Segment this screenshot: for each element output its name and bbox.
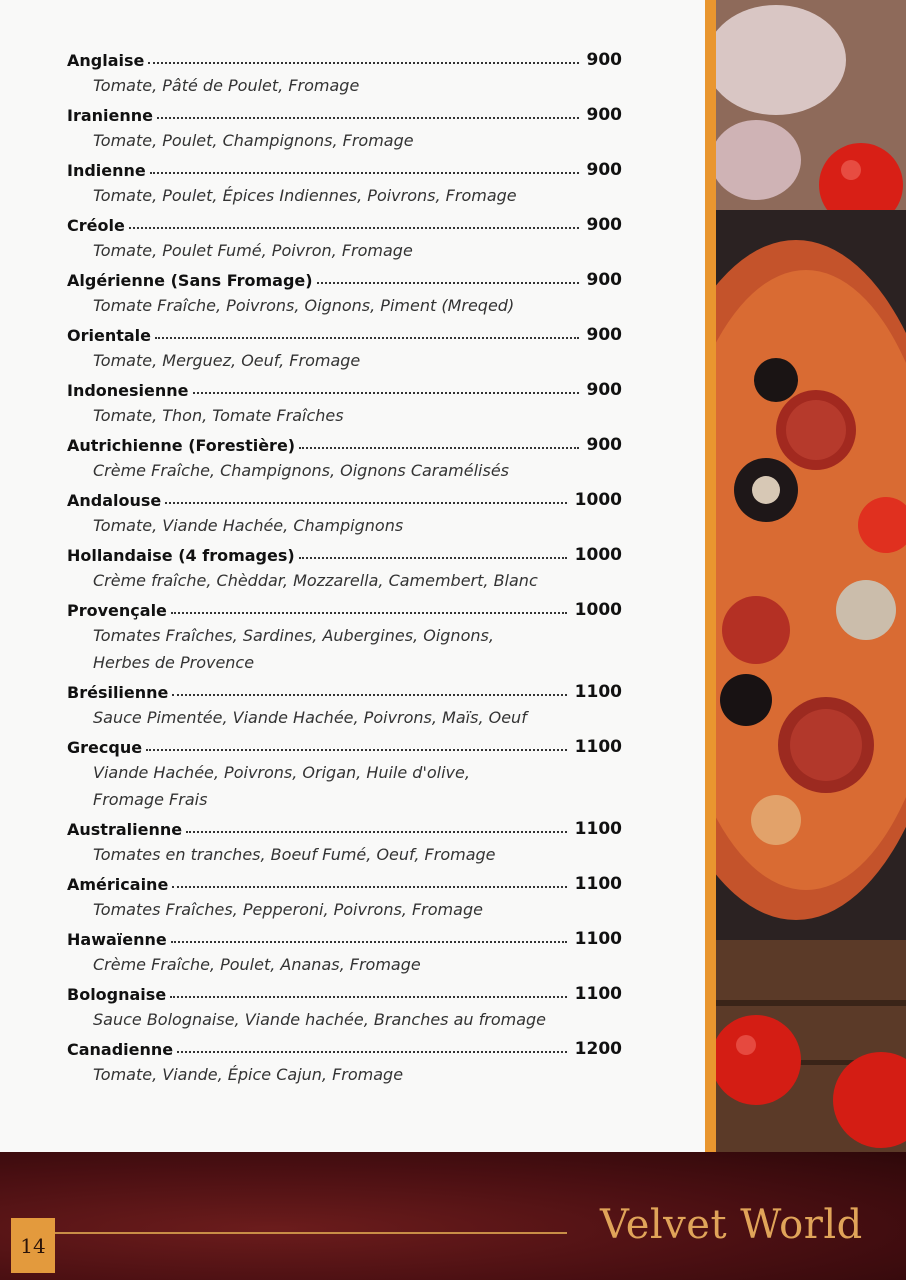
item-name: Bolognaise xyxy=(67,985,167,1004)
menu-item xyxy=(67,870,622,923)
leader-dots xyxy=(172,694,566,696)
item-price: 900 xyxy=(586,160,622,180)
leader-dots xyxy=(299,557,567,559)
footer-rule xyxy=(55,1232,567,1234)
item-name: Brésilienne xyxy=(67,683,169,702)
leader-dots xyxy=(157,117,579,119)
menu-item xyxy=(67,486,622,539)
leader-dots xyxy=(171,612,567,614)
item-price: 900 xyxy=(586,50,622,70)
menu-item xyxy=(67,46,622,99)
item-description: Tomate, Pâté de Poulet, Fromage xyxy=(93,76,360,95)
item-name: Andalouse xyxy=(67,491,162,510)
menu-item xyxy=(67,211,622,264)
pizza-illustration xyxy=(716,0,906,1168)
leader-dots xyxy=(165,502,566,504)
menu-item xyxy=(67,1035,622,1088)
item-price: 900 xyxy=(586,325,622,345)
item-name: Australienne xyxy=(67,820,183,839)
item-price: 1100 xyxy=(574,929,622,949)
item-description: Crème fraîche, Chèddar, Mozzarella, Camembert, Blanc xyxy=(93,571,538,590)
menu-item xyxy=(67,678,622,731)
item-name: Orientale xyxy=(67,326,151,345)
item-description: Tomate, Viande, Épice Cajun, Fromage xyxy=(93,1065,404,1084)
item-price: 1100 xyxy=(574,737,622,757)
item-description: Crème Fraîche, Champignons, Oignons Caramélisés xyxy=(93,461,510,480)
item-description: Tomate, Poulet Fumé, Poivron, Fromage xyxy=(93,241,413,260)
menu-item xyxy=(67,321,622,374)
item-name: Créole xyxy=(67,216,125,235)
item-description: Tomate, Thon, Tomate Fraîches xyxy=(93,406,344,425)
leader-dots xyxy=(177,1051,567,1053)
item-name: Canadienne xyxy=(67,1040,174,1059)
item-price: 1100 xyxy=(574,874,622,894)
item-name: Grecque xyxy=(67,738,143,757)
menu-item xyxy=(67,431,622,484)
leader-dots xyxy=(193,392,579,394)
item-price: 1100 xyxy=(574,682,622,702)
leader-dots xyxy=(317,282,579,284)
leader-dots xyxy=(171,941,567,943)
item-description: Tomate, Poulet, Champignons, Fromage xyxy=(93,131,414,150)
item-price: 1000 xyxy=(574,490,622,510)
leader-dots xyxy=(148,62,578,64)
item-description: Tomate, Merguez, Oeuf, Fromage xyxy=(93,351,361,370)
leader-dots xyxy=(170,996,567,998)
brand-name: Velvet World xyxy=(600,1202,863,1248)
leader-dots xyxy=(172,886,566,888)
item-price: 900 xyxy=(586,435,622,455)
item-price: 900 xyxy=(586,380,622,400)
item-price: 1000 xyxy=(574,600,622,620)
item-name: Anglaise xyxy=(67,51,145,70)
item-price: 1000 xyxy=(574,545,622,565)
item-description: Tomate Fraîche, Poivrons, Oignons, Piment (Mreqed) xyxy=(93,296,515,315)
item-name: Hawaïenne xyxy=(67,930,167,949)
item-name: Indienne xyxy=(67,161,146,180)
item-description: Sauce Pimentée, Viande Hachée, Poivrons, Maïs, Oeuf xyxy=(93,708,527,727)
item-name: Américaine xyxy=(67,875,169,894)
item-description: Tomates en tranches, Boeuf Fumé, Oeuf, Fromage xyxy=(93,845,496,864)
item-description: Viande Hachée, Poivrons, Origan, Huile d'olive, xyxy=(93,763,470,782)
item-description: Fromage Frais xyxy=(93,790,208,809)
leader-dots xyxy=(129,227,579,229)
item-name: Provençale xyxy=(67,601,167,620)
menu-item xyxy=(67,815,622,868)
accent-stripe xyxy=(705,0,716,1168)
menu-item xyxy=(67,541,622,594)
menu-item xyxy=(67,376,622,429)
item-description: Tomates Fraîches, Sardines, Aubergines, Oignons, xyxy=(93,626,494,645)
page-number-badge xyxy=(11,1218,55,1273)
item-description: Sauce Bolognaise, Viande hachée, Branches au fromage xyxy=(93,1010,547,1029)
item-price: 900 xyxy=(586,215,622,235)
item-price: 900 xyxy=(586,270,622,290)
item-price: 1200 xyxy=(574,1039,622,1059)
menu-item xyxy=(67,596,622,676)
item-name: Indonesienne xyxy=(67,381,189,400)
item-description: Tomates Fraîches, Pepperoni, Poivrons, Fromage xyxy=(93,900,483,919)
menu-item xyxy=(67,101,622,154)
pizza-photo xyxy=(716,0,906,1168)
leader-dots xyxy=(146,749,567,751)
leader-dots xyxy=(186,831,567,833)
menu-item xyxy=(67,980,622,1033)
item-description: Tomate, Poulet, Épices Indiennes, Poivrons, Fromage xyxy=(93,186,517,205)
item-name: Hollandaise (4 fromages) xyxy=(67,546,295,565)
leader-dots xyxy=(150,172,579,174)
item-name: Iranienne xyxy=(67,106,153,125)
item-description: Herbes de Provence xyxy=(93,653,255,672)
item-description: Tomate, Viande Hachée, Champignons xyxy=(93,516,404,535)
menu-item xyxy=(67,156,622,209)
item-name: Algérienne (Sans Fromage) xyxy=(67,271,313,290)
menu-item xyxy=(67,266,622,319)
leader-dots xyxy=(299,447,578,449)
item-price: 1100 xyxy=(574,819,622,839)
leader-dots xyxy=(155,337,579,339)
item-price: 900 xyxy=(586,105,622,125)
menu-item xyxy=(67,733,622,813)
item-description: Crème Fraîche, Poulet, Ananas, Fromage xyxy=(93,955,421,974)
item-name: Autrichienne (Forestière) xyxy=(67,436,296,455)
page-number: 14 xyxy=(20,1233,46,1258)
item-price: 1100 xyxy=(574,984,622,1004)
menu-item xyxy=(67,925,622,978)
